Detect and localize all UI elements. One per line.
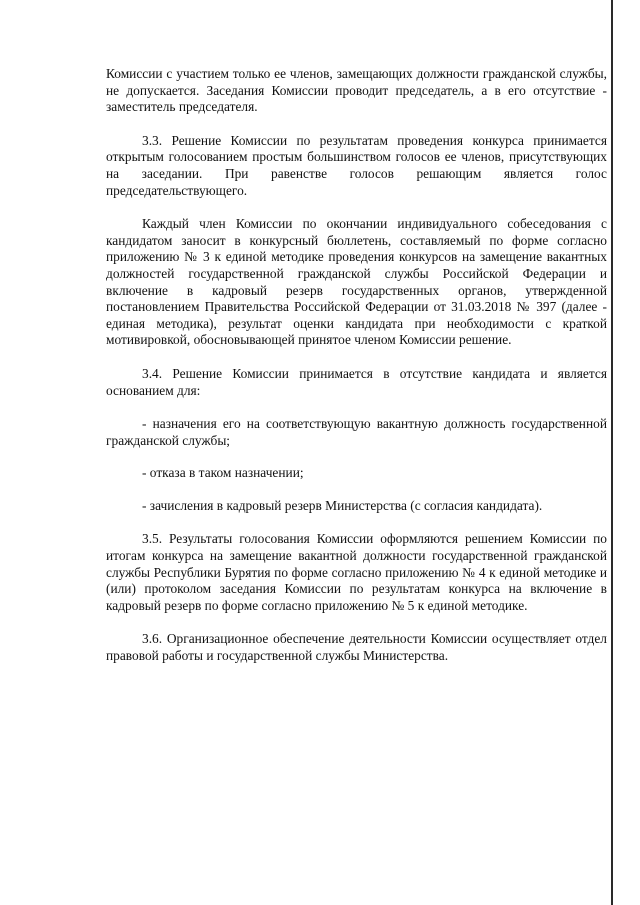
paragraph-continuation: Комиссии с участием только ее членов, замещающих должности гражданской службы, не допускается. Заседания Комиссии проводит председатель, а в его отсутствие - заместитель председателя.: [106, 66, 607, 115]
paragraph-ballot: Каждый член Комиссии по окончании индивидуального собеседования с кандидатом заносит в конкурсный бюллетень, составляемый по форме согласно приложению № 3 к единой методике проведения конкурсов на замещение вакантных должностей государственной гражданской службы Российской Федерации и включение в кадровый резерв государственных органов, утвержденной постановлением Правительства Российской Федерации от 31.03.2018 № 397 (далее - единая методика), результат оценки кандидата при необходимости с краткой мотивировкой, обосновывающей принятое членом Комиссии решение.: [106, 216, 607, 348]
list-item-reserve: - зачисления в кадровый резерв Министерства (с согласия кандидата).: [142, 497, 543, 513]
document-body: [106, 66, 607, 665]
page-edge-line: [611, 0, 613, 905]
paragraph-3-4: 3.4. Решение Комиссии принимается в отсутствие кандидата и является основанием для:: [106, 365, 607, 398]
paragraph-3-3: 3.3. Решение Комиссии по результатам проведения конкурса принимается открытым голосованием простым большинством голосов ее членов, присутствующих на заседании. При равенстве голосов решающим является голос председательствующего.: [106, 132, 607, 198]
list-item-refusal: - отказа в таком назначении;: [142, 465, 304, 481]
list-item-appointment: - назначения его на соответствующую вакантную должность государственной гражданской службы;: [106, 416, 607, 448]
paragraph-3-6: 3.6. Организационное обеспечение деятельности Комиссии осуществляет отдел правовой работы и государственной службы Министерства.: [106, 631, 607, 664]
paragraph-3-5: 3.5. Результаты голосования Комиссии оформляются решением Комиссии по итогам конкурса на замещение вакантной должности государственной гражданской службы Республики Бурятия по форме согласно приложению № 4 к единой методике и (или) протоколом заседания Комиссии по результатам конкурса на включение в кадровый резерв по форме согласно приложению № 5 к единой методике.: [106, 531, 607, 613]
